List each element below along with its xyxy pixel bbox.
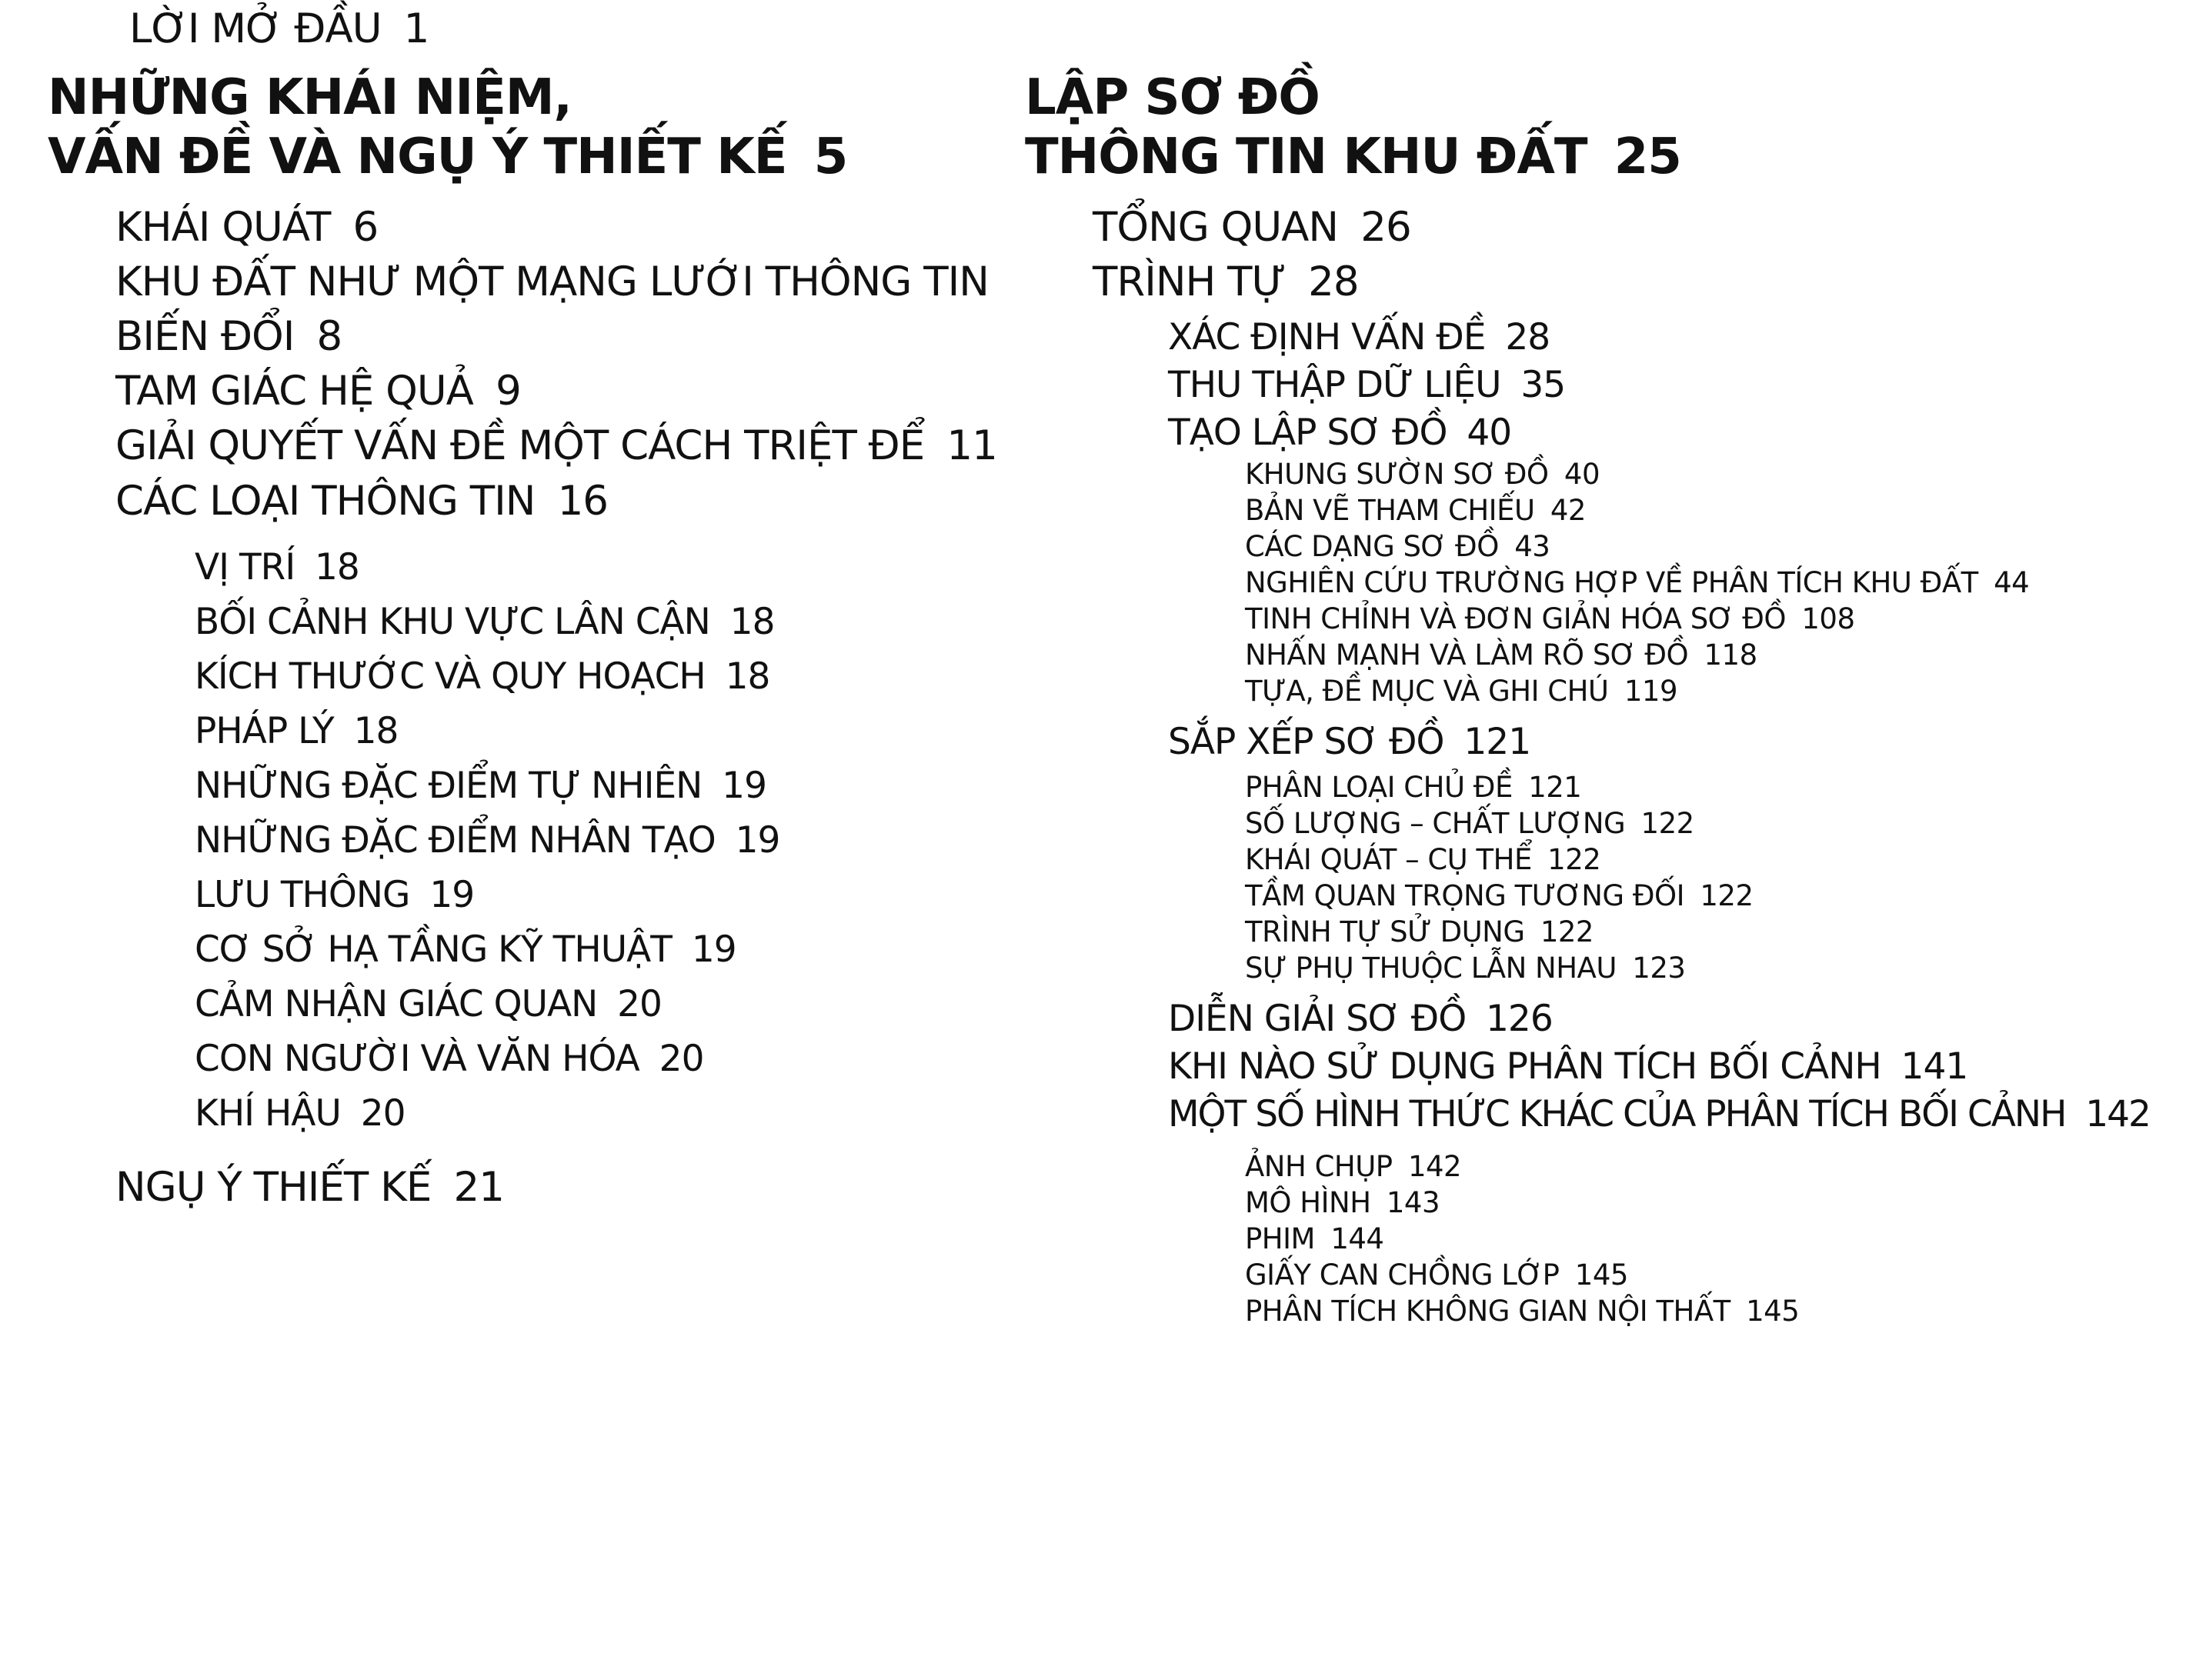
toc-step: TẠO LẬP SƠ ĐỒ 40 — [1168, 412, 1512, 454]
toc-item: NGHIÊN CỨU TRƯỜNG HỢP VỀ PHÂN TÍCH KHU ĐẤT 44 — [1245, 566, 2030, 599]
toc-subsection: CẢM NHẬN GIÁC QUAN 20 — [195, 983, 662, 1025]
toc-subsection: KHÍ HẬU 20 — [195, 1092, 405, 1135]
toc-section: BIẾN ĐỔI 8 — [115, 313, 342, 360]
toc-item: TINH CHỈNH VÀ ĐƠN GIẢN HÓA SƠ ĐỒ 108 — [1245, 602, 1855, 635]
toc-subsection: BỐI CẢNH KHU VỰC LÂN CẬN 18 — [195, 601, 775, 643]
toc-section: KHU ĐẤT NHƯ MỘT MẠNG LƯỚI THÔNG TIN — [115, 258, 989, 305]
toc-item: KHÁI QUÁT – CỤ THỂ 122 — [1245, 843, 1601, 876]
toc-subsection: CON NGƯỜI VÀ VĂN HÓA 20 — [195, 1038, 704, 1080]
toc-item: GIẤY CAN CHỒNG LỚP 145 — [1245, 1258, 1628, 1292]
toc-item: TẦM QUAN TRỌNG TƯƠNG ĐỐI 122 — [1245, 879, 1754, 912]
toc-subsection: KÍCH THƯỚC VÀ QUY HOẠCH 18 — [195, 655, 770, 698]
toc-step: XÁC ĐỊNH VẤN ĐỀ 28 — [1168, 316, 1550, 358]
toc-subsection: VỊ TRÍ 18 — [195, 546, 359, 588]
toc-item: KHUNG SƯỜN SƠ ĐỒ 40 — [1245, 458, 1600, 491]
chapter-title-line2: THÔNG TIN KHU ĐẤT 25 — [1025, 128, 1681, 185]
toc-entry-preface: LỜI MỞ ĐẦU 1 — [129, 5, 429, 52]
toc-item: SỐ LƯỢNG – CHẤT LƯỢNG 122 — [1245, 807, 1694, 840]
toc-item: PHÂN LOẠI CHỦ ĐỀ 121 — [1245, 771, 1582, 804]
toc-section: TỔNG QUAN 26 — [1093, 204, 1411, 251]
toc-item: MÔ HÌNH 143 — [1245, 1186, 1440, 1219]
toc-item: CÁC DẠNG SƠ ĐỒ 43 — [1245, 530, 1550, 563]
toc-item: PHÂN TÍCH KHÔNG GIAN NỘI THẤT 145 — [1245, 1295, 1800, 1328]
toc-subsection: LƯU THÔNG 19 — [195, 874, 475, 916]
toc-subsection: NHỮNG ĐẶC ĐIỂM TỰ NHIÊN 19 — [195, 765, 766, 807]
toc-section: TAM GIÁC HỆ QUẢ 9 — [115, 368, 521, 415]
toc-section: GIẢI QUYẾT VẤN ĐỀ MỘT CÁCH TRIỆT ĐỂ 11 — [115, 422, 997, 469]
toc-step: SẮP XẾP SƠ ĐỒ 121 — [1168, 721, 1531, 763]
toc-item: SỰ PHỤ THUỘC LẪN NHAU 123 — [1245, 952, 1686, 985]
chapter-title-line2: VẤN ĐỀ VÀ NGỤ Ý THIẾT KẾ 5 — [48, 128, 848, 185]
chapter-title-line1: LẬP SƠ ĐỒ — [1025, 69, 1320, 126]
toc-item: ẢNH CHỤP 142 — [1245, 1150, 1462, 1183]
toc-item: TRÌNH TỰ SỬ DỤNG 122 — [1245, 915, 1594, 948]
toc-item: TỰA, ĐỀ MỤC VÀ GHI CHÚ 119 — [1245, 675, 1677, 708]
toc-step: DIỄN GIẢI SƠ ĐỒ 126 — [1168, 998, 1553, 1040]
toc-subsection: NHỮNG ĐẶC ĐIỂM NHÂN TẠO 19 — [195, 819, 780, 862]
toc-step: MỘT SỐ HÌNH THỨC KHÁC CỦA PHÂN TÍCH BỐI CẢNH 142 — [1168, 1093, 2150, 1135]
toc-section: TRÌNH TỰ 28 — [1093, 258, 1359, 305]
toc-step: THU THẬP DỮ LIỆU 35 — [1168, 364, 1566, 406]
toc-item: PHIM 144 — [1245, 1222, 1384, 1255]
toc-item: BẢN VẼ THAM CHIẾU 42 — [1245, 494, 1586, 527]
toc-subsection: CƠ SỞ HẠ TẦNG KỸ THUẬT 19 — [195, 928, 736, 971]
toc-item: NHẤN MẠNH VÀ LÀM RÕ SƠ ĐỒ 118 — [1245, 638, 1757, 672]
toc-subsection: PHÁP LÝ 18 — [195, 710, 399, 752]
chapter-title-line1: NHỮNG KHÁI NIỆM, — [48, 69, 572, 126]
toc-step: KHI NÀO SỬ DỤNG PHÂN TÍCH BỐI CẢNH 141 — [1168, 1045, 1968, 1088]
toc-section: KHÁI QUÁT 6 — [115, 204, 379, 251]
toc-section: CÁC LOẠI THÔNG TIN 16 — [115, 478, 609, 525]
toc-section: NGỤ Ý THIẾT KẾ 21 — [115, 1164, 504, 1211]
